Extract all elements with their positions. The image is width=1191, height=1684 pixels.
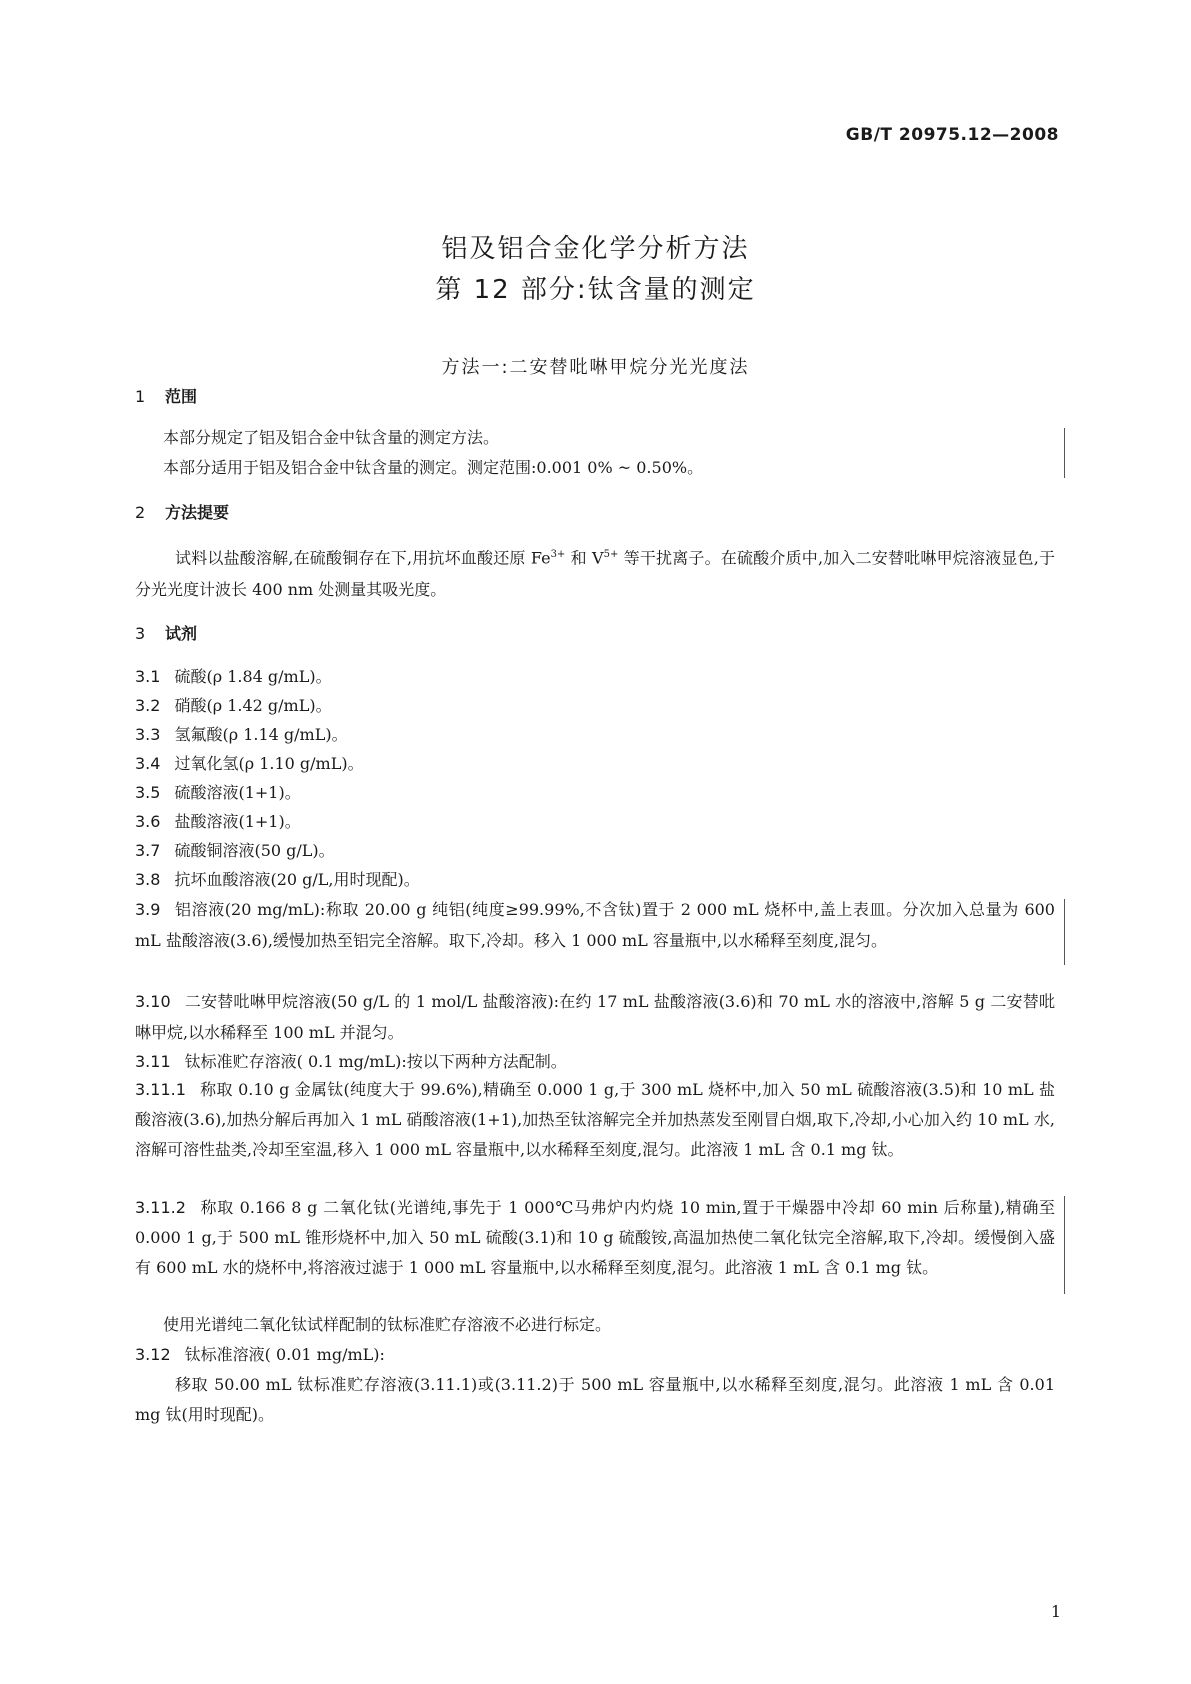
reagent-number: 3.6 <box>135 812 161 831</box>
reagent-number: 3.11 <box>135 1052 171 1071</box>
principle-text-b: 和 V <box>565 548 604 568</box>
reagent-text: 称取 0.166 8 g 二氧化钛(光谱纯,事先于 1 000℃马弗炉内灼烧 10 min,置于干燥器中冷却 60 min 后称量),精确至 0.000 1 g,于 500 mL 锥形烧杯中,加入 50 mL 硫酸(3.1)和 10 g 硫酸铵,高温加热使二氧化钛完全溶解,取下,冷却。缓慢倒入盛有 600 mL 水的烧杯中,将溶液过滤于 1 000 mL 容量瓶中,以水稀释至刻度,混匀。此溶液 1 mL 含 0.1 mg 钛。 <box>135 1198 1055 1277</box>
page-number: 1 <box>1050 1602 1061 1621</box>
section-title: 范围 <box>165 387 198 406</box>
reagent-text: 钛标准贮存溶液( 0.1 mg/mL):按以下两种方法配制。 <box>184 1052 567 1071</box>
reagent-number: 3.5 <box>135 783 161 802</box>
standard-code: GB/T 20975.12—2008 <box>845 125 1059 145</box>
reagent-item <box>135 864 420 896</box>
method-title: 方法一:二安替吡啉甲烷分光光度法 <box>441 357 750 378</box>
reagent-text: 二安替吡啉甲烷溶液(50 g/L 的 1 mol/L 盐酸溶液):在约 17 mL 盐酸溶液(3.6)和 70 mL 水的溶液中,溶解 5 g 二安替吡啉甲烷,以水稀释至 100 mL 并混匀。 <box>135 992 1055 1042</box>
reagent-number: 3.1 <box>135 667 161 686</box>
reagent-number: 3.8 <box>135 870 161 889</box>
revision-bar <box>1064 428 1065 478</box>
reagent-text: 硝酸(ρ 1.42 g/mL)。 <box>174 696 332 715</box>
principle-text-a: 试料以盐酸溶解,在硫酸铜存在下,用抗坏血酸还原 Fe <box>175 548 551 568</box>
reagent-number: 3.10 <box>135 992 171 1011</box>
reagent-number: 3.4 <box>135 754 161 773</box>
scope-paragraph-2: 本部分适用于铝及铝合金中钛含量的测定。测定范围:0.001 0% ~ 0.50%。 <box>163 458 704 477</box>
reagent-item <box>135 1075 1055 1165</box>
scope-paragraph-1: 本部分规定了铝及铝合金中钛含量的测定方法。 <box>163 428 500 447</box>
reagent-text: 抗坏血酸溶液(20 g/L,用时现配)。 <box>174 870 420 889</box>
section-2-heading <box>135 500 229 523</box>
reagent-text: 硫酸溶液(1+1)。 <box>174 783 301 802</box>
section-1-heading <box>135 384 197 407</box>
reagent-number: 3.11.2 <box>135 1198 186 1217</box>
reagent-number: 3.7 <box>135 841 161 860</box>
reagent-text: 氢氟酸(ρ 1.14 g/mL)。 <box>174 725 348 744</box>
reagent-item <box>135 1193 1055 1283</box>
section-number: 2 <box>135 503 146 522</box>
section-3-heading <box>135 621 197 644</box>
reagent-item <box>135 748 364 780</box>
reagent-item <box>135 835 335 867</box>
reagent-number: 3.9 <box>135 900 161 919</box>
reagent-item <box>135 894 1055 956</box>
reagent-number: 3.11.1 <box>135 1080 186 1099</box>
document-title-line2: 第 12 部分:钛含量的测定 <box>435 275 756 305</box>
reagent-text: 硫酸铜溶液(50 g/L)。 <box>174 841 335 860</box>
section-number: 3 <box>135 624 146 643</box>
note-paragraph: 使用光谱纯二氧化钛试样配制的钛标准贮存溶液不必进行标定。 <box>163 1315 612 1334</box>
reagent-number: 3.12 <box>135 1345 171 1364</box>
section-title: 试剂 <box>165 624 198 643</box>
principle-text-c: 等干扰离子。在硫酸介质中,加入二安替吡啉甲烷溶液显色,于分光光度计波长 400 nm 处测量其吸光度。 <box>135 548 1055 600</box>
revision-bar <box>1064 899 1065 965</box>
principle-paragraph <box>135 539 1055 606</box>
reagent-number: 3.3 <box>135 725 161 744</box>
reagent-item <box>135 661 332 693</box>
reagent-item <box>135 1046 1055 1078</box>
reagent-text: 过氧化氢(ρ 1.10 g/mL)。 <box>174 754 364 773</box>
reagent-text: 钛标准溶液( 0.01 mg/mL): <box>184 1345 385 1364</box>
reagent-text: 铝溶液(20 mg/mL):称取 20.00 g 纯铝(纯度≥99.99%,不含钛)置于 2 000 mL 烧杯中,盖上表皿。分次加入总量为 600 mL 盐酸溶液(3.6),缓慢加热至铝完全溶解。取下,冷却。移入 1 000 mL 容量瓶中,以水稀释至刻度,混匀。 <box>135 900 1055 950</box>
reagent-item <box>135 777 301 809</box>
reagent-item <box>135 986 1055 1048</box>
reagent-text: 硫酸(ρ 1.84 g/mL)。 <box>174 667 332 686</box>
reagent-item <box>135 719 348 751</box>
section-title: 方法提要 <box>165 503 230 522</box>
section-number: 1 <box>135 387 146 406</box>
reagent-item <box>135 1339 385 1371</box>
reagent-number: 3.2 <box>135 696 161 715</box>
reagent-item <box>135 806 301 838</box>
superscript-v: 5+ <box>603 549 619 560</box>
revision-bar <box>1064 1196 1065 1294</box>
reagent-3-12-body: 移取 50.00 mL 钛标准贮存溶液(3.11.1)或(3.11.2)于 500 mL 容量瓶中,以水稀释至刻度,混匀。此溶液 1 mL 含 0.01 mg 钛(用时现配)。 <box>135 1375 1055 1424</box>
reagent-text: 盐酸溶液(1+1)。 <box>174 812 301 831</box>
document-title-line1: 铝及铝合金化学分析方法 <box>441 234 750 264</box>
reagent-item <box>135 690 332 722</box>
superscript-fe: 3+ <box>550 549 566 560</box>
reagent-text: 称取 0.10 g 金属钛(纯度大于 99.6%),精确至 0.000 1 g,于 300 mL 烧杯中,加入 50 mL 硫酸溶液(3.5)和 10 mL 盐酸溶液(3.6),加热分解后再加入 1 mL 硝酸溶液(1+1),加热至钛溶解完全并加热蒸发至刚冒白烟,取下,冷却,小心加入约 10 mL 水,溶解可溶性盐类,冷却至室温,移入 1 000 mL 容量瓶中,以水稀释至刻度,混匀。此溶液 1 mL 含 0.1 mg 钛。 <box>135 1080 1055 1159</box>
